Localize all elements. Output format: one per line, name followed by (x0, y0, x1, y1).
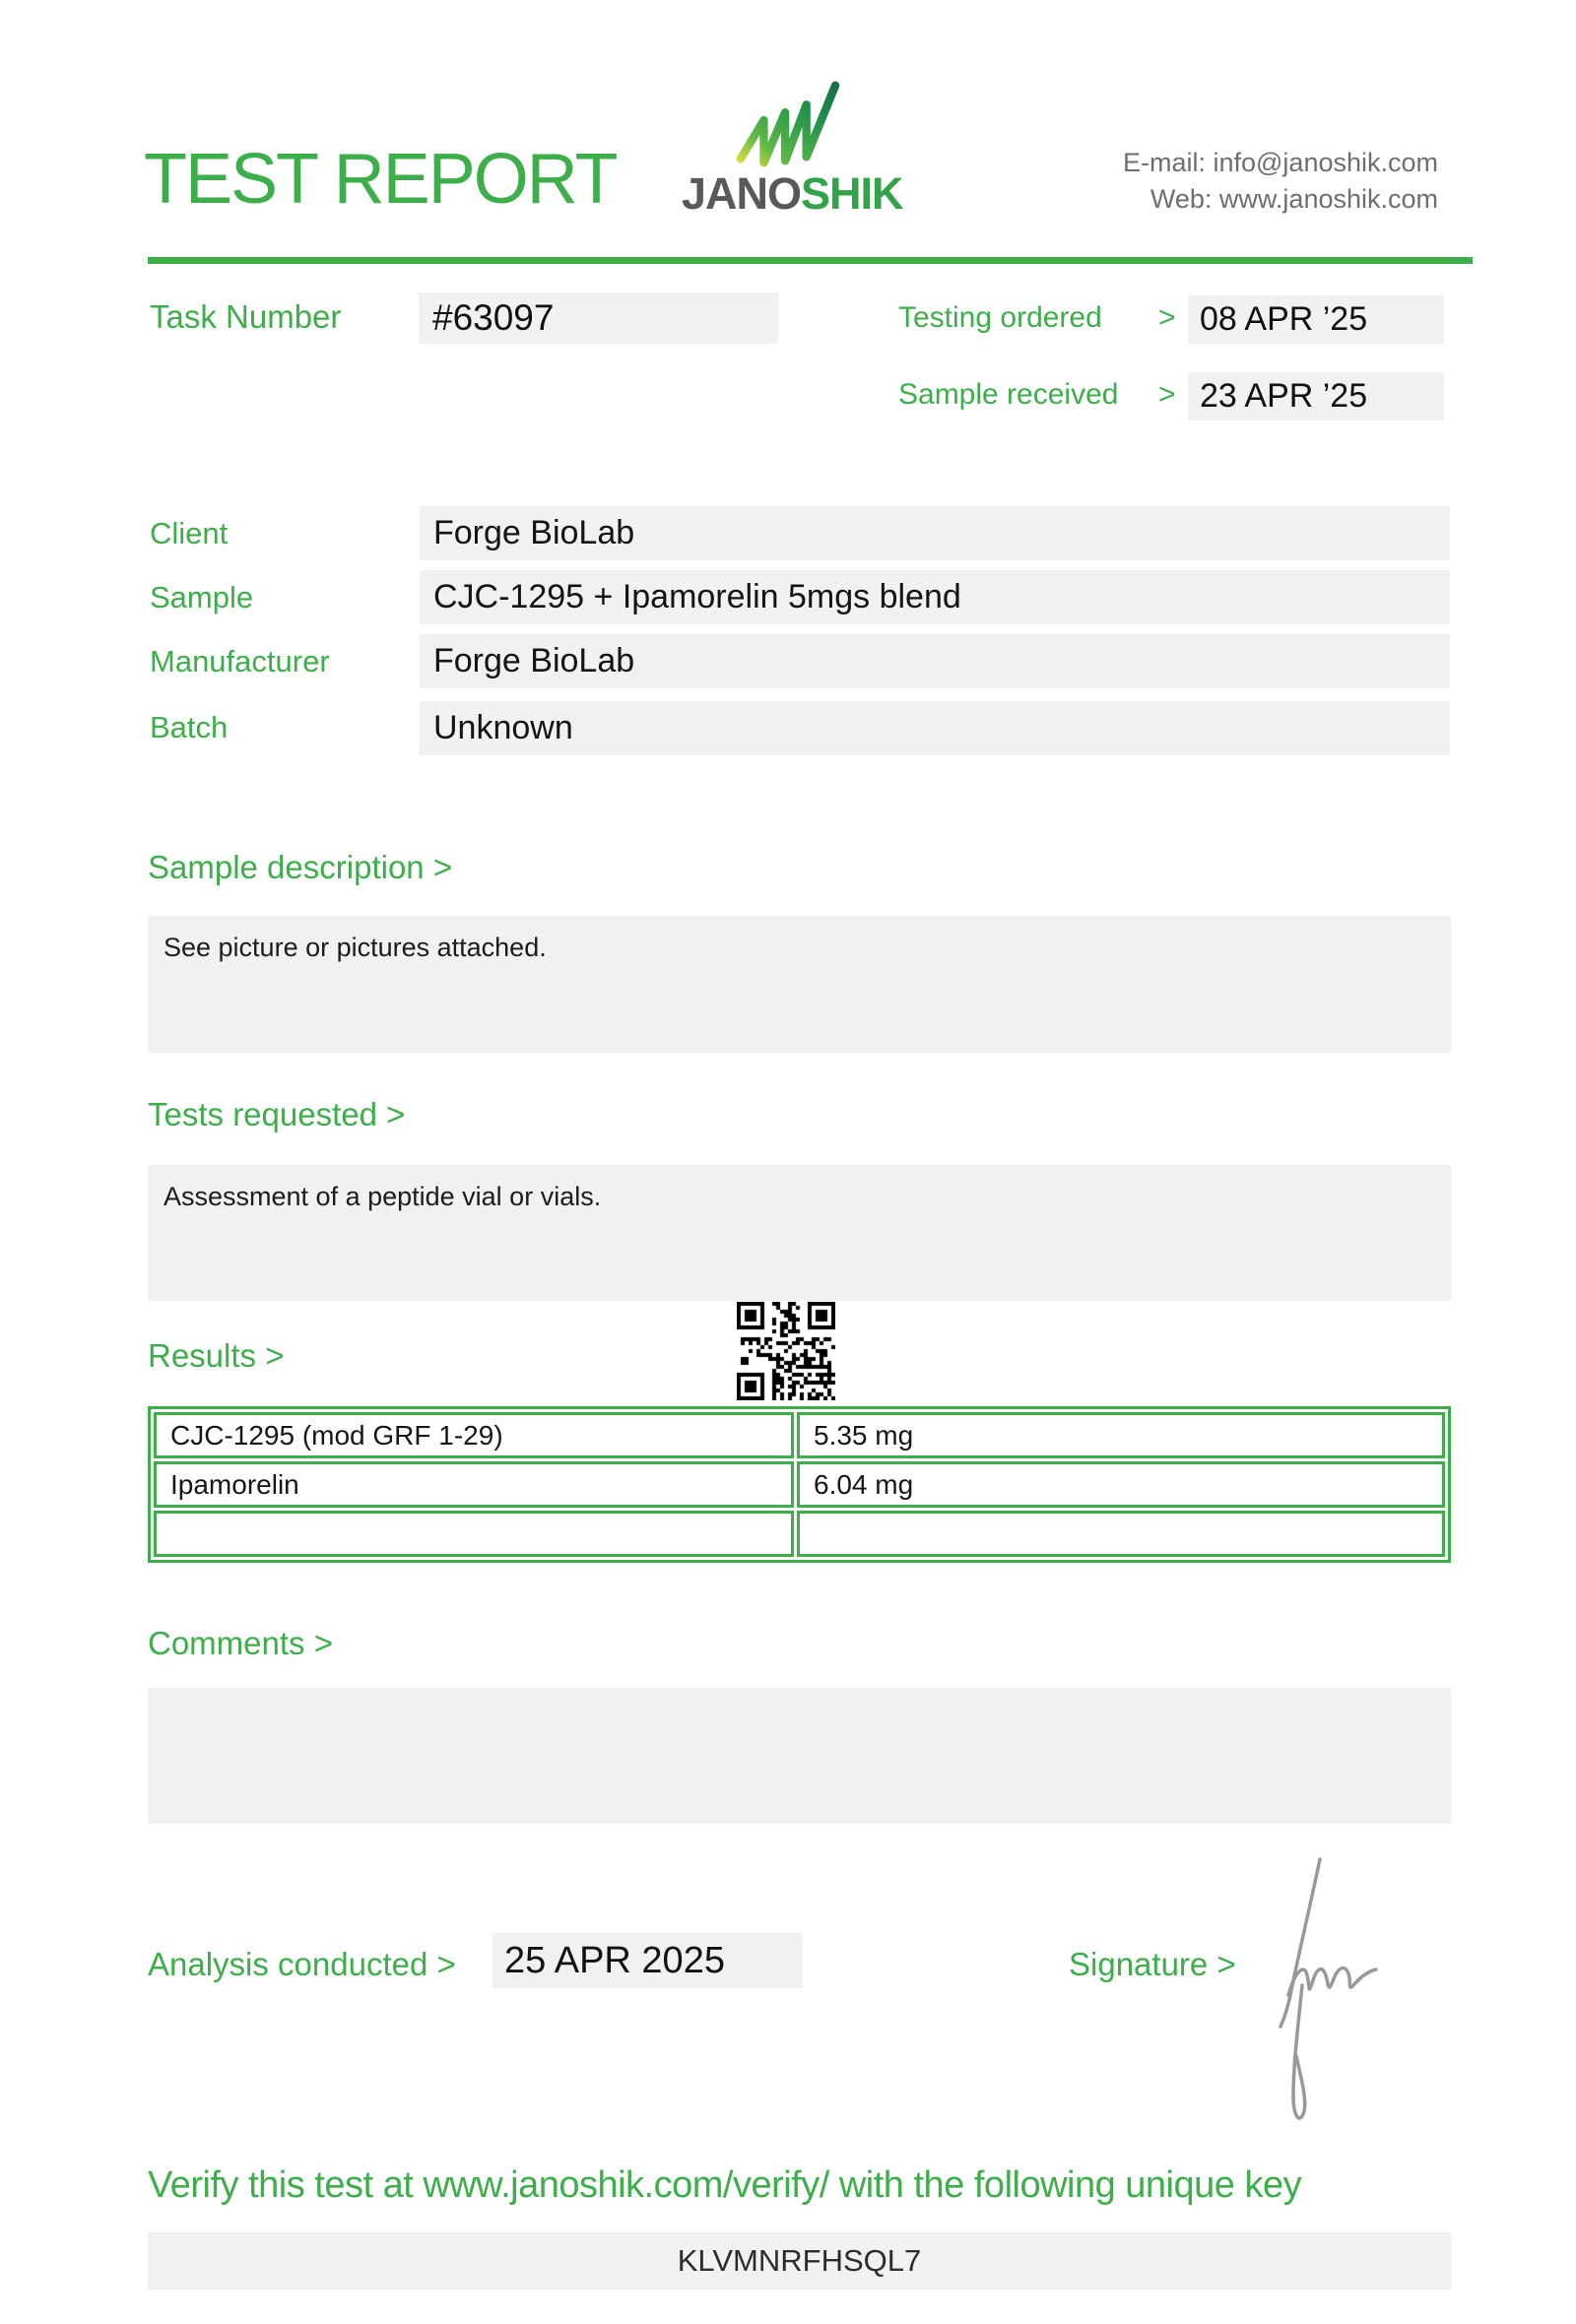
testing-ordered-arrow: > (1158, 301, 1176, 334)
verify-key-box (148, 2232, 1451, 2290)
result-analyte (154, 1511, 794, 1557)
result-analyte: CJC-1295 (mod GRF 1-29) (154, 1412, 794, 1458)
sample-description-box (148, 916, 1451, 1053)
signature-label: Signature > (1069, 1946, 1236, 1982)
comments-heading: Comments > (148, 1625, 333, 1661)
task-number-label: Task Number (150, 298, 342, 335)
comments-text (148, 1688, 1451, 1705)
sample-value: CJC-1295 + Ipamorelin 5mgs blend (433, 578, 961, 615)
tests-requested-heading: Tests requested > (148, 1096, 406, 1132)
sample-received-label: Sample received (898, 378, 1119, 411)
qr-code (737, 1302, 835, 1400)
header-divider (148, 257, 1473, 264)
analysis-date-box (492, 1933, 803, 1988)
web-value: www.janoshik.com (1218, 184, 1438, 214)
batch-label: Batch (150, 710, 229, 744)
page-title: TEST REPORT (144, 140, 617, 219)
signature-scrawl (1261, 1838, 1497, 2163)
result-amount: 6.04 mg (797, 1461, 1445, 1508)
analysis-conducted-label: Analysis conducted > (148, 1946, 456, 1982)
manufacturer-value-box (420, 634, 1450, 688)
result-amount: 5.35 mg (797, 1412, 1445, 1458)
sample-value-box (420, 570, 1450, 624)
results-heading: Results > (148, 1337, 285, 1374)
verify-instruction: Verify this test at www.janoshik.com/verify/ with the following unique key (148, 2164, 1302, 2206)
client-value: Forge BioLab (433, 514, 635, 551)
contact-block (1123, 145, 1438, 218)
tests-requested-box (148, 1165, 1451, 1301)
client-value-box (420, 506, 1450, 560)
task-number-value-box (419, 292, 778, 344)
sample-received-value: 23 APR ’25 (1200, 377, 1368, 415)
client-label: Client (150, 516, 229, 550)
email-label: E-mail: (1122, 148, 1206, 177)
batch-value-box (420, 701, 1450, 755)
contact-email-line (1123, 145, 1438, 181)
tests-requested-text: Assessment of a peptide vial or vials. (164, 1182, 602, 1211)
wordmark-shik: SHIK (801, 168, 903, 219)
manufacturer-label: Manufacturer (150, 644, 330, 678)
testing-ordered-value-box (1188, 295, 1444, 344)
task-number-value: #63097 (432, 297, 555, 338)
janoshik-wordmark (682, 168, 903, 219)
results-table (148, 1406, 1451, 1563)
manufacturer-value: Forge BioLab (433, 642, 635, 679)
email-value: info@janoshik.com (1213, 148, 1438, 177)
sample-description-text: See picture or pictures attached. (164, 933, 547, 962)
testing-ordered-label: Testing ordered (898, 301, 1102, 334)
result-analyte: Ipamorelin (154, 1461, 794, 1508)
analysis-date-value: 25 APR 2025 (504, 1940, 725, 1981)
sample-received-arrow: > (1158, 378, 1176, 411)
verify-key-value: KLVMNRFHSQL7 (677, 2243, 922, 2278)
comments-box (148, 1688, 1451, 1824)
testing-ordered-value: 08 APR ’25 (1200, 300, 1368, 338)
batch-value: Unknown (433, 709, 573, 746)
sample-description-heading: Sample description > (148, 849, 453, 885)
wordmark-jano: JANO (682, 168, 802, 219)
janoshik-logo-icon (735, 77, 841, 167)
results-row (154, 1461, 1445, 1508)
contact-web-line (1123, 181, 1438, 218)
result-amount (797, 1511, 1445, 1557)
web-label: Web: (1149, 184, 1213, 214)
sample-label: Sample (150, 580, 254, 614)
sample-received-value-box (1188, 372, 1444, 420)
results-row-empty (154, 1511, 1445, 1557)
results-row (154, 1412, 1445, 1458)
